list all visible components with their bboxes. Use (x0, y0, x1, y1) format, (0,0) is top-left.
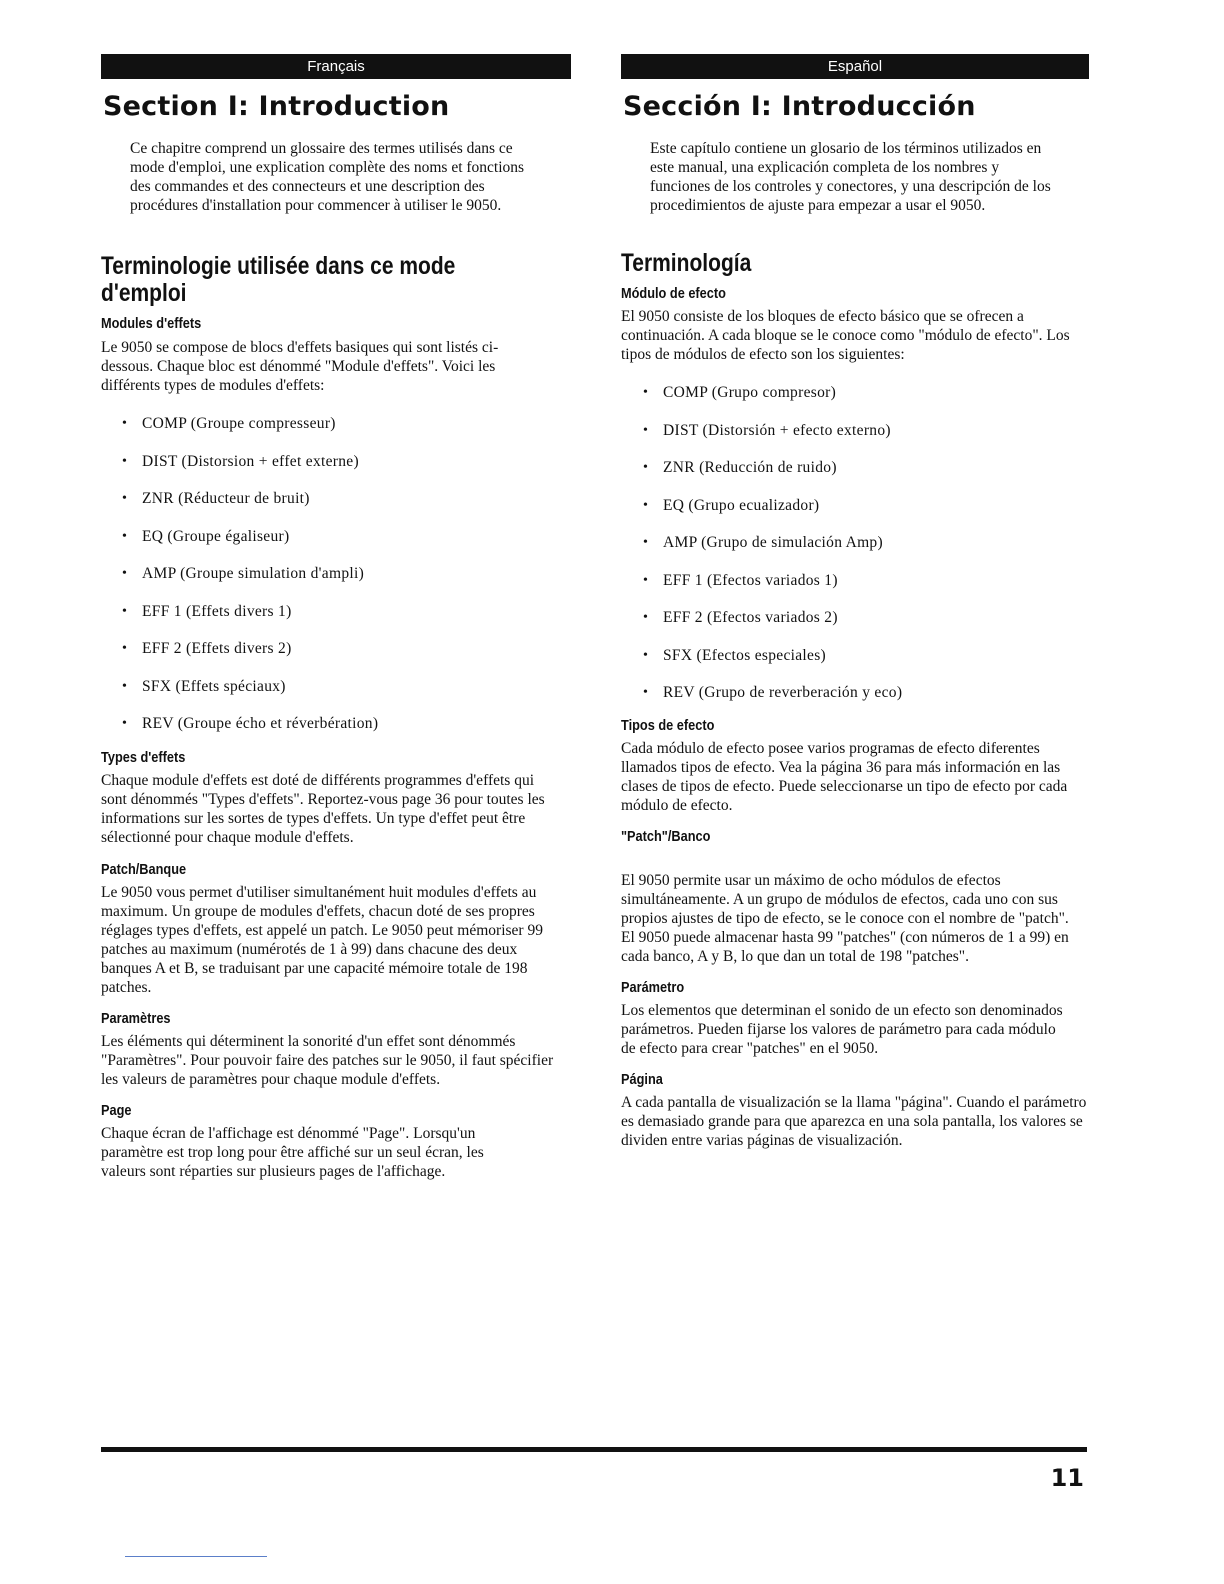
types-heading-french: Types d'effets (101, 750, 186, 766)
params-heading-spanish: Parámetro (621, 980, 685, 996)
list-item: • AMP (Groupe simulation d'ampli) (122, 564, 571, 583)
page-number: 11 (1050, 1464, 1084, 1492)
modules-list-spanish (643, 383, 1089, 702)
list-item: • DIST (Distorsión + efecto externo) (643, 421, 1089, 440)
terminology-heading-spanish: Terminología (621, 249, 752, 277)
list-item: • DIST (Distorsion + effet externe) (122, 452, 571, 471)
list-item: • REV (Grupo de reverberación y eco) (643, 683, 1089, 702)
list-item: • ZNR (Réducteur de bruit) (122, 489, 571, 508)
list-item: • EFF 2 (Effets divers 2) (122, 639, 571, 658)
list-item: • EFF 2 (Efectos variados 2) (643, 608, 1089, 627)
page-heading-spanish: Página (621, 1072, 663, 1088)
list-item: • COMP (Grupo compresor) (643, 383, 1089, 402)
list-item: • SFX (Efectos especiales) (643, 646, 1089, 665)
params-text-spanish: Los elementos que determinan el sonido de un efecto son denominados parámetros. Pueden fijarse los valores de parámetro para cada módulo de efecto para crear "patches" en el 9050. (621, 1002, 1063, 1057)
patch-heading-french: Patch/Banque (101, 862, 187, 878)
page-text-spanish: A cada pantalla de visualización se la llama "página". Cuando el parámetro es demasiado grande para que aparezca en una sola pantalla, los valores se dividen entre varias páginas de visualización. (621, 1094, 1087, 1149)
list-item: • AMP (Grupo de simulación Amp) (643, 533, 1089, 552)
section-title-spanish: Sección I: Introducción (623, 91, 976, 122)
section-title-french: Section I: Introduction (103, 91, 450, 122)
page-heading-french: Page (101, 1103, 132, 1119)
list-item: • EQ (Groupe égaliseur) (122, 527, 571, 546)
types-text-french: Chaque module d'effets est doté de différents programmes d'effets qui sont dénommés "Types d'effets". Reportez-vous page 36 pour toutes les informations sur les sortes de types d'effets. Un type d'effet peut être sélectionné pour chaque module d'effets. (101, 772, 545, 846)
list-item: • ZNR (Reducción de ruido) (643, 458, 1089, 477)
terminology-heading-french: Terminologie utilisée dans ce mode d'emploi (101, 252, 456, 307)
intro-paragraph-spanish: Este capítulo contiene un glosario de los términos utilizados en este manual, una explicación completa de los nombres y funciones de los controles y conectores, y una descripción de los procedimientos de ajuste para empezar a usar el 9050. (650, 140, 1051, 214)
list-item: • REV (Groupe écho et réverbération) (122, 714, 571, 733)
french-column (101, 54, 571, 1181)
patch-text-spanish: El 9050 permite usar un máximo de ocho módulos de efectos simultáneamente. A un grupo de módulos de efectos, cada uno con sus propios ajustes de tipo de efecto, se le conoce con el nombre de "patch". El 9050 puede almacenar hasta 99 "patches" (con números de 1 a 99) en cada banco, A y B, lo que dan un total de 198 "patches". (621, 872, 1069, 965)
list-item: • EQ (Grupo ecualizador) (643, 496, 1089, 515)
patch-text-french: Le 9050 vous permet d'utiliser simultanément huit modules d'effets au maximum. Un groupe de modules d'effets, chacun doté de ses propres réglages types d'effets, est appelé un patch. Le 9050 peut mémoriser 99 patches au maximum (numérotés de 1 à 99) dans chacune des deux banques A et B, se traduisant par une capacité mémoire totale de 198 patches. (101, 884, 543, 996)
intro-paragraph-french: Ce chapitre comprend un glossaire des termes utilisés dans ce mode d'emploi, une explication complète des noms et fonctions des commandes et des connecteurs et une description des procédures d'installation pour commencer à utiliser le 9050. (130, 140, 525, 214)
params-text-french: Les éléments qui déterminent la sonorité d'un effet sont dénommés "Paramètres". Pour pouvoir faire des patches sur le 9050, il faut spécifier les valeurs de paramètres pour chaque module d'effets. (101, 1033, 554, 1088)
footer-rule (101, 1447, 1087, 1452)
list-item: • SFX (Effets spéciaux) (122, 677, 571, 696)
list-item: • COMP (Groupe compresseur) (122, 414, 571, 433)
spanish-column (621, 54, 1089, 1150)
modules-heading-spanish: Módulo de efecto (621, 286, 726, 302)
modules-heading-french: Modules d'effets (101, 316, 202, 332)
types-text-spanish: Cada módulo de efecto posee varios programas de efecto diferentes llamados tipos de efecto. Vea la página 36 para más información en las clases de tipos de efecto. Puede seleccionarse un tipo de efecto por cada módulo de efecto. (621, 740, 1068, 814)
patch-heading-spanish: "Patch"/Banco (621, 829, 711, 845)
params-heading-french: Paramètres (101, 1011, 171, 1027)
page-text-french: Chaque écran de l'affichage est dénommé "Page". Lorsqu'un paramètre est trop long pour être affiché sur un seul écran, les valeurs sont réparties sur plusieurs pages de l'affichage. (101, 1125, 484, 1180)
language-bar-french: Français (101, 54, 571, 79)
modules-text-spanish: El 9050 consiste de los bloques de efecto básico que se ofrecen a continuación. A cada bloque se le conoce como "módulo de efecto". Los tipos de módulos de efecto son los siguientes: (621, 308, 1070, 363)
footer-underline (125, 1556, 267, 1557)
modules-list-french (122, 414, 571, 733)
list-item: • EFF 1 (Efectos variados 1) (643, 571, 1089, 590)
language-bar-spanish: Español (621, 54, 1089, 79)
modules-text-french: Le 9050 se compose de blocs d'effets basiques qui sont listés ci-dessous. Chaque bloc est dénommé "Module d'effets". Voici les différents types de modules d'effets: (101, 339, 499, 394)
list-item: • EFF 1 (Effets divers 1) (122, 602, 571, 621)
types-heading-spanish: Tipos de efecto (621, 718, 715, 734)
